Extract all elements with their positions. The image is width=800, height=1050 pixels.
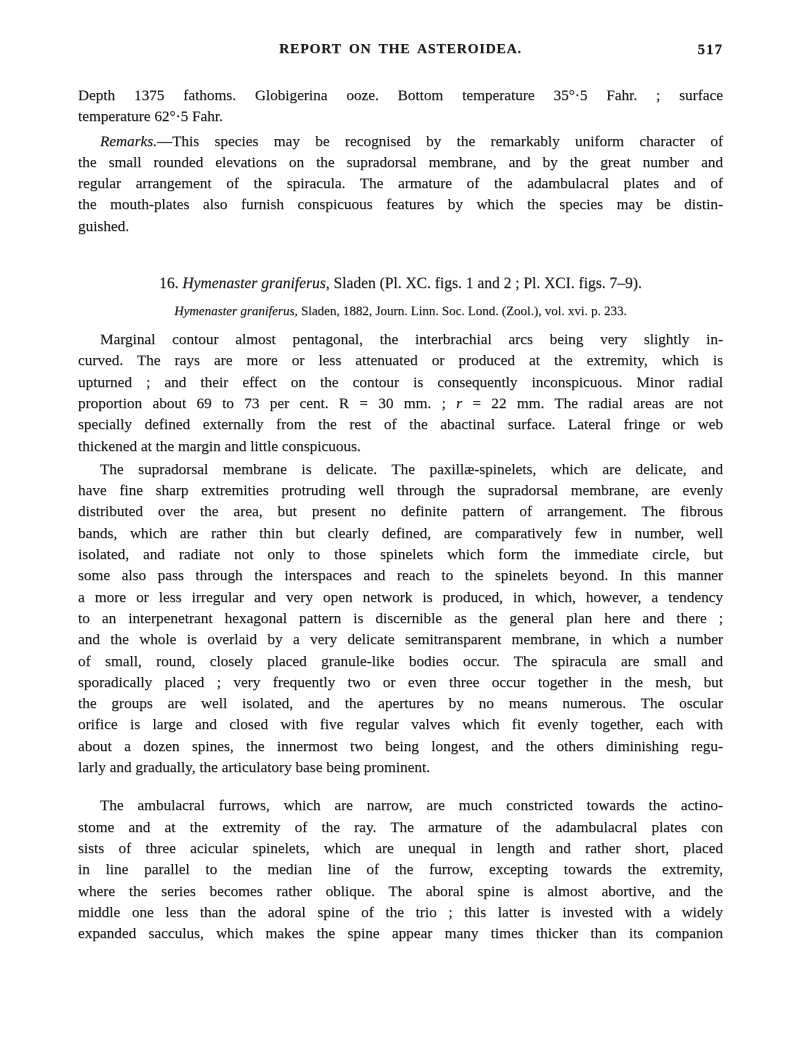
text-line xyxy=(78,565,723,586)
text-run: some also pass through the interspaces and reach to the spinelets beyond. In this manner xyxy=(78,567,723,585)
text-run: The ambulacral furrows, which are narrow, are much constricted towards the actino- xyxy=(100,797,723,815)
page-content xyxy=(78,85,723,944)
text-run: the small rounded elevations on the supradorsal membrane, and by the great number and xyxy=(78,153,723,171)
text-run: the groups are well isolated, and the apertures by no means numerous. The oscular xyxy=(78,695,723,713)
text-run: and the whole is overlaid by a very delicate semitransparent membrane, in which a number xyxy=(78,631,723,649)
text-run: where the series becomes rather oblique. The aboral spine is almost abortive, and the xyxy=(78,882,723,900)
text-line xyxy=(78,902,723,923)
text-run: proportion about 69 to 73 per cent. R = 30 mm. ; xyxy=(78,394,457,412)
page-number: 517 xyxy=(697,42,723,58)
text-run: a more or less irregular and very open network is produced, in which, however, a tendency xyxy=(78,588,723,606)
furrows-paragraph xyxy=(78,795,723,944)
italic-text: Hymenaster graniferus, xyxy=(182,275,330,293)
text-run: thickened at the margin and little conspicuous. xyxy=(78,437,361,455)
text-run: sists of three acicular spinelets, which are unequal in length and rather short, placed xyxy=(78,839,723,857)
text-line xyxy=(78,587,723,608)
text-run: to an interpenetrant hexagonal pattern is discernible as the general plan here and there ; xyxy=(78,609,723,627)
text-line xyxy=(78,838,723,859)
text-line xyxy=(78,881,723,902)
species-heading xyxy=(78,273,723,295)
text-run: isolated, and radiate not only to those spinelets which form the immediate circle, but xyxy=(78,546,723,564)
text-run: in line parallel to the median line of the furrow, excepting towards the extremity, xyxy=(78,861,723,879)
text-run: Depth 1375 fathoms. Globigerina ooze. Bottom temperature 35°·5 Fahr. ; surface xyxy=(78,87,723,104)
text-run: regular arrangement of the spiracula. The armature of the adambulacral plates and of xyxy=(78,175,723,193)
text-line xyxy=(78,393,723,414)
synonymy-citation xyxy=(78,302,723,320)
text-line xyxy=(78,372,723,393)
text-line xyxy=(78,651,723,672)
italic-text: Hymenaster graniferus, xyxy=(174,303,298,319)
text-line xyxy=(78,608,723,629)
text-run: have fine sharp extremities protruding well through the supradorsal membrane, are evenly xyxy=(78,482,723,500)
text-line xyxy=(78,693,723,714)
italic-text: Remarks. xyxy=(100,132,157,150)
text-line xyxy=(78,436,723,457)
text-run: about a dozen spines, the innermost two being longest, and the others diminishing regu- xyxy=(78,737,723,755)
text-line xyxy=(78,350,723,371)
text-line xyxy=(78,859,723,880)
text-line xyxy=(78,501,723,522)
membrane-paragraph xyxy=(78,459,723,778)
text-run: expanded sacculus, which makes the spine appear many times thicker than its companion xyxy=(78,925,723,943)
text-line xyxy=(78,523,723,544)
text-run: temperature 62°·5 Fahr. xyxy=(78,108,223,126)
page-header xyxy=(78,42,723,64)
text-line xyxy=(78,672,723,693)
text-line xyxy=(78,131,723,152)
text-line xyxy=(78,795,723,816)
text-run: upturned ; and their effect on the contour is consequently inconspicuous. Minor radial xyxy=(78,373,723,391)
text-run: —This species may be recognised by the remarkably uniform character of xyxy=(156,132,723,150)
text-run: bands, which are rather thin but clearly defined, are comparatively few in number, well xyxy=(78,524,723,542)
text-run: Marginal contour almost pentagonal, the interbrachial arcs being very slightly in- xyxy=(100,331,723,349)
text-run: = 22 mm. The radial areas are not xyxy=(462,394,723,412)
text-run: Sladen (Pl. XC. figs. 1 and 2 ; Pl. XCI. figs. 7–9). xyxy=(329,275,642,293)
text-run: The supradorsal membrane is delicate. The paxillæ-spinelets, which are delicate, and xyxy=(100,460,723,478)
text-run: larly and gradually, the articulatory base being prominent. xyxy=(78,759,431,777)
text-run: distributed over the area, but present no definite pattern of arrangement. The fibrous xyxy=(78,503,723,521)
text-line xyxy=(78,480,723,501)
text-line xyxy=(78,923,723,944)
text-line xyxy=(78,714,723,735)
text-line xyxy=(78,414,723,435)
text-line xyxy=(78,216,723,237)
text-line xyxy=(78,85,723,106)
text-run: specially defined externally from the rest of the abactinal surface. Lateral fringe or web xyxy=(78,416,723,434)
text-line xyxy=(78,757,723,778)
italic-text: r xyxy=(456,394,463,412)
depth-paragraph xyxy=(78,85,723,128)
text-run: stome and at the extremity of the ray. The armature of the adambulacral plates con xyxy=(78,818,723,836)
text-line xyxy=(78,329,723,350)
text-line xyxy=(78,736,723,757)
text-line xyxy=(78,152,723,173)
text-line xyxy=(78,106,723,127)
text-line xyxy=(78,544,723,565)
text-line xyxy=(78,194,723,215)
running-title: REPORT ON THE ASTEROIDEA. xyxy=(279,42,522,57)
text-run: guished. xyxy=(78,217,130,235)
contour-paragraph xyxy=(78,329,723,457)
text-line xyxy=(78,629,723,650)
text-run: curved. The rays are more or less attenuated or produced at the extremity, which is xyxy=(78,352,723,370)
text-run: of small, round, closely placed granule-like bodies occur. The spiracula are small and xyxy=(78,652,723,670)
text-run: sporadically placed ; very frequently two or even three occur together in the mesh, but xyxy=(78,673,723,691)
text-line xyxy=(78,173,723,194)
text-run: middle one less than the adoral spine of the trio ; this latter is invested with a widely xyxy=(78,903,723,921)
text-line xyxy=(78,817,723,838)
remarks-paragraph xyxy=(78,131,723,237)
text-run: the mouth-plates also furnish conspicuous features by which the species may be distin- xyxy=(78,196,723,214)
text-run: 16. xyxy=(159,275,183,293)
text-run: orifice is large and closed with five regular valves which fit evenly together, each with xyxy=(78,716,723,734)
text-line xyxy=(78,459,723,480)
text-run: Sladen, 1882, Journ. Linn. Soc. Lond. (Zool.), vol. xvi. p. 233. xyxy=(297,303,627,319)
